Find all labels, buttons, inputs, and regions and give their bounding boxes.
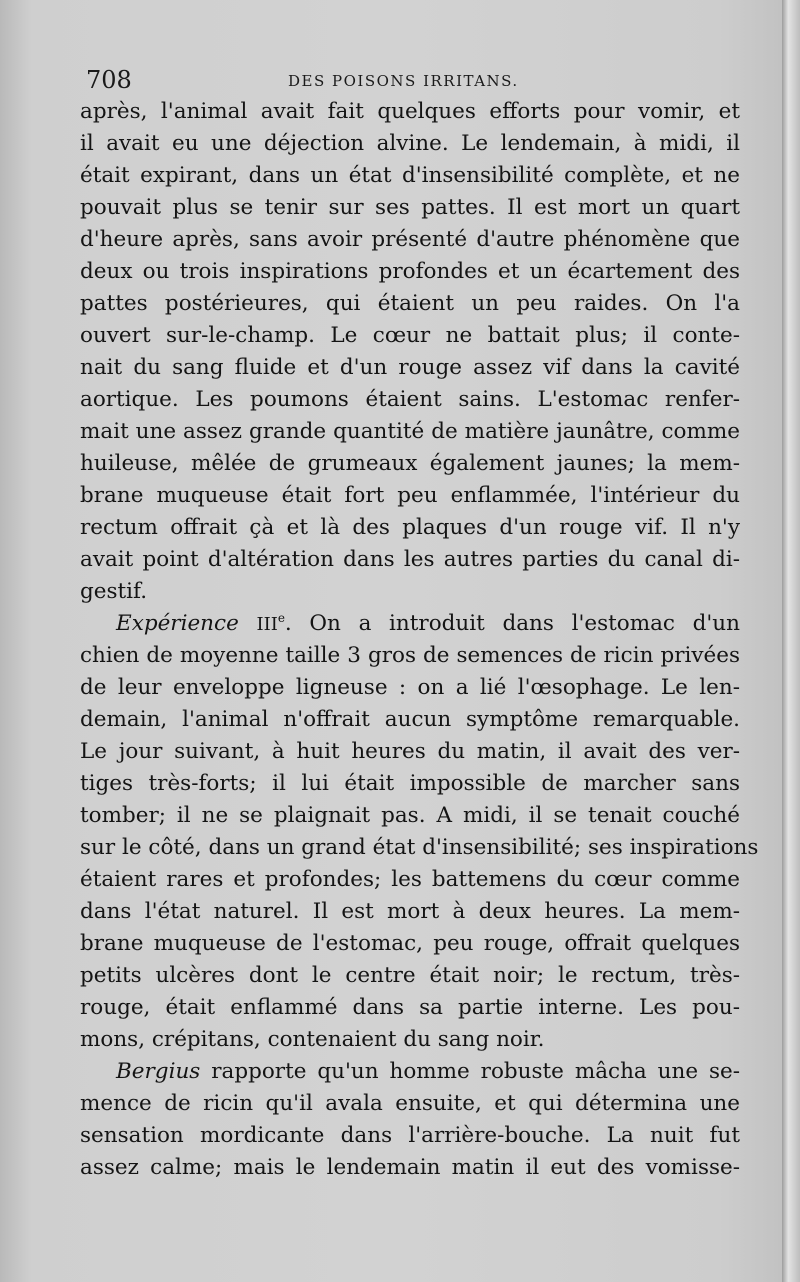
text-line: mait une assez grande quantité de matière jaunâtre, comme	[80, 419, 740, 444]
text-line: deux ou trois inspirations profondes et un écartement des	[80, 259, 740, 284]
text-line: mons, crépitans, contenaient du sang noir.	[80, 1027, 545, 1052]
text-line: assez calme; mais le lendemain matin il eut des vomisse-	[80, 1155, 740, 1180]
text-line: de leur enveloppe ligneuse : on a lié l'œsophage. Le len-	[80, 675, 740, 700]
experience-label: Expérience	[116, 611, 239, 636]
text-line: gestif.	[80, 579, 148, 604]
bergius-line-rest: rapporte qu'un homme robuste mâcha une se-	[200, 1059, 740, 1084]
text-line: il avait eu une déjection alvine. Le lendemain, à midi, il	[80, 131, 740, 156]
text-line: tomber; il ne se plaignait pas. A midi, il se tenait couché	[80, 803, 740, 828]
experience-numeral: III	[256, 614, 278, 635]
text-line: demain, l'animal n'offrait aucun symptôme remarquable.	[80, 707, 740, 732]
text-line: petits ulcères dont le centre était noir; le rectum, très-	[80, 963, 740, 988]
text-line: pouvait plus se tenir sur ses pattes. Il est mort un quart	[80, 195, 740, 220]
text-line: était expirant, dans un état d'insensibilité complète, et ne	[80, 163, 740, 188]
text-line: Le jour suivant, à huit heures du matin, il avait des ver-	[80, 739, 740, 764]
text-line: huileuse, mêlée de grumeaux également jaunes; la mem-	[80, 451, 740, 476]
text-line: après, l'animal avait fait quelques efforts pour vomir, et	[80, 99, 740, 124]
author-name: Bergius	[116, 1059, 201, 1084]
experience-heading-line	[80, 608, 740, 640]
text-line: dans l'état naturel. Il est mort à deux heures. La mem-	[80, 899, 740, 924]
text-line: chien de moyenne taille 3 gros de semences de ricin privées	[80, 643, 740, 668]
text-line: brane muqueuse de l'estomac, peu rouge, offrait quelques	[80, 931, 740, 956]
page-edge	[782, 0, 800, 1282]
text-line: sensation mordicante dans l'arrière-bouche. La nuit fut	[80, 1123, 740, 1148]
text-line: tiges très-forts; il lui était impossible de marcher sans	[80, 771, 740, 796]
text-line: aortique. Les poumons étaient sains. L'estomac renfer-	[80, 387, 740, 412]
page-header	[86, 64, 746, 98]
text-line: étaient rares et profondes; les battemens du cœur comme	[80, 867, 740, 892]
experience-line-rest: . On a introduit dans l'estomac d'un	[284, 611, 740, 636]
experience-numeral-suffix: e	[277, 610, 285, 625]
text-line: pattes postérieures, qui étaient un peu raides. On l'a	[80, 291, 740, 316]
body-text	[80, 96, 759, 1184]
text-line: avait point d'altération dans les autres parties du canal di-	[80, 547, 740, 572]
page-number: 708	[86, 66, 132, 94]
text-line: sur le côté, dans un grand état d'insensibilité; ses inspirations	[80, 835, 759, 860]
text-line: ouvert sur-le-champ. Le cœur ne battait plus; il conte-	[80, 323, 740, 348]
bergius-paragraph-line	[80, 1056, 740, 1088]
text-line: mence de ricin qu'il avala ensuite, et qui détermina une	[80, 1091, 740, 1116]
text-line: rectum offrait çà et là des plaques d'un rouge vif. Il n'y	[80, 515, 740, 540]
text-line: brane muqueuse était fort peu enflammée, l'intérieur du	[80, 483, 740, 508]
text-line: nait du sang fluide et d'un rouge assez vif dans la cavité	[80, 355, 740, 380]
running-head: DES POISONS IRRITANS.	[288, 72, 519, 90]
text-line: rouge, était enflammé dans sa partie interne. Les pou-	[80, 995, 740, 1020]
text-line: d'heure après, sans avoir présenté d'autre phénomène que	[80, 227, 740, 252]
